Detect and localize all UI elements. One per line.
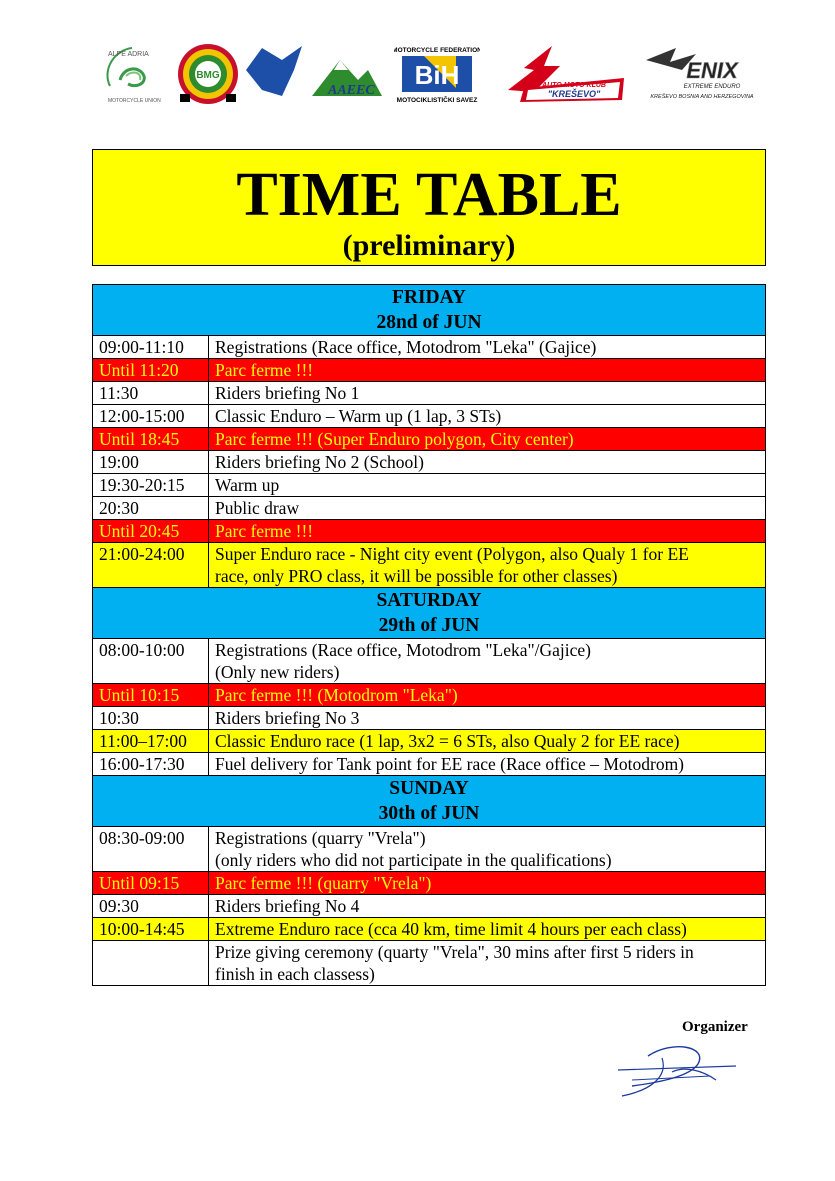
schedule-event-line: Prize giving ceremony (quarty "Vrela", 30 mins after first 5 riders in bbox=[215, 942, 694, 962]
schedule-event-line: Fuel delivery for Tank point for EE race (Race office – Motodrom) bbox=[215, 754, 685, 774]
schedule-row bbox=[93, 451, 766, 474]
day-date: 28nd of JUN bbox=[376, 312, 482, 333]
schedule-event-line: (Only new riders) bbox=[215, 662, 340, 682]
schedule-row bbox=[93, 827, 766, 872]
schedule-event bbox=[209, 895, 766, 918]
schedule-time: 08:00-10:00 bbox=[93, 639, 209, 684]
bih-text: BiH bbox=[414, 60, 460, 90]
schedule-time: 10:30 bbox=[93, 707, 209, 730]
bih-bottom-text: MOTOCIKLISTIČKI SAVEZ bbox=[396, 97, 478, 104]
schedule-event bbox=[209, 497, 766, 520]
schedule-row bbox=[93, 872, 766, 895]
schedule-time: 12:00-15:00 bbox=[93, 405, 209, 428]
schedule-row bbox=[93, 382, 766, 405]
schedule-event bbox=[209, 382, 766, 405]
day-date: 30th of JUN bbox=[378, 803, 480, 824]
day-header-cell bbox=[93, 776, 766, 827]
schedule-row bbox=[93, 918, 766, 941]
schedule-row bbox=[93, 941, 766, 986]
schedule-event bbox=[209, 639, 766, 684]
schedule-event-line: Parc ferme !!! (Motodrom "Leka") bbox=[215, 685, 458, 705]
schedule-event-line: Classic Enduro race (1 lap, 3x2 = 6 STs, also Qualy 2 for EE race) bbox=[215, 731, 680, 751]
schedule-row bbox=[93, 405, 766, 428]
schedule-row bbox=[93, 336, 766, 359]
enix-logo bbox=[636, 40, 762, 106]
schedule-row bbox=[93, 428, 766, 451]
schedule-time: Until 10:15 bbox=[93, 684, 209, 707]
schedule-event-line: Parc ferme !!! bbox=[215, 521, 314, 541]
schedule-event bbox=[209, 336, 766, 359]
schedule-time: 09:30 bbox=[93, 895, 209, 918]
schedule-event-line: Public draw bbox=[215, 498, 300, 518]
schedule-event-line: Warm up bbox=[215, 475, 280, 495]
day-header-sunday bbox=[93, 776, 766, 827]
schedule-time: 19:30-20:15 bbox=[93, 474, 209, 497]
schedule-event-line: Riders briefing No 2 (School) bbox=[215, 452, 424, 472]
schedule-event-line: Registrations (Race office, Motodrom "Leka" (Gajice) bbox=[215, 337, 597, 357]
schedule-row bbox=[93, 497, 766, 520]
amk-kresevo-logo bbox=[504, 40, 630, 106]
schedule-time: 08:30-09:00 bbox=[93, 827, 209, 872]
schedule-event-line: Parc ferme !!! bbox=[215, 360, 314, 380]
schedule-row bbox=[93, 730, 766, 753]
bih-top-text: MOTORCYCLE FEDERATION bbox=[394, 47, 480, 54]
schedule-event bbox=[209, 872, 766, 895]
schedule-event-line: Registrations (quarry "Vrela") bbox=[215, 828, 426, 848]
schedule-event bbox=[209, 684, 766, 707]
schedule-event bbox=[209, 520, 766, 543]
page-subtitle: (preliminary) bbox=[342, 229, 516, 262]
schedule-event-line: race, only PRO class, it will be possible for other classes) bbox=[215, 566, 618, 586]
day-date: 29th of JUN bbox=[378, 615, 480, 636]
schedule-event-line: Riders briefing No 3 bbox=[215, 708, 360, 728]
schedule-event-line: (only riders who did not participate in the qualifications) bbox=[215, 850, 612, 870]
bmg-text: BMG bbox=[196, 70, 220, 81]
day-header-cell bbox=[93, 588, 766, 639]
schedule-event bbox=[209, 405, 766, 428]
organizer-signature bbox=[612, 1036, 742, 1105]
schedule-row bbox=[93, 474, 766, 497]
schedule-event bbox=[209, 827, 766, 872]
schedule-row bbox=[93, 707, 766, 730]
enix-sub-text: EXTREME ENDURO bbox=[683, 84, 741, 90]
alpe-adria-logo bbox=[96, 40, 168, 106]
schedule-time: 21:00-24:00 bbox=[93, 543, 209, 588]
schedule-row bbox=[93, 639, 766, 684]
schedule-row bbox=[93, 895, 766, 918]
page-title: TIME TABLE bbox=[236, 161, 622, 229]
schedule-time: Until 09:15 bbox=[93, 872, 209, 895]
day-name: SATURDAY bbox=[376, 590, 482, 611]
schedule-row bbox=[93, 684, 766, 707]
schedule-time: 10:00-14:45 bbox=[93, 918, 209, 941]
enix-text: ENIX bbox=[686, 58, 738, 83]
schedule-row bbox=[93, 543, 766, 588]
schedule-event-line: Registrations (Race office, Motodrom "Leka"/Gajice) bbox=[215, 640, 591, 660]
schedule-event bbox=[209, 918, 766, 941]
schedule-row bbox=[93, 520, 766, 543]
schedule-row bbox=[93, 359, 766, 382]
timetable bbox=[92, 284, 766, 986]
schedule-event bbox=[209, 451, 766, 474]
schedule-time: 09:00-11:10 bbox=[93, 336, 209, 359]
bih-federation-logo bbox=[394, 40, 480, 106]
schedule-event bbox=[209, 753, 766, 776]
schedule-event-line: Classic Enduro – Warm up (1 lap, 3 STs) bbox=[215, 406, 502, 426]
schedule-time: 11:30 bbox=[93, 382, 209, 405]
title-box bbox=[92, 149, 766, 266]
amk-name-text: "KREŠEVO" bbox=[547, 89, 601, 99]
schedule-event bbox=[209, 730, 766, 753]
enix-location-text: KREŠEVO BOSNIA AND HERZEGOVINA bbox=[650, 94, 754, 100]
schedule-event bbox=[209, 474, 766, 497]
logo-row bbox=[92, 40, 772, 106]
schedule-time: 11:00–17:00 bbox=[93, 730, 209, 753]
schedule-time: 19:00 bbox=[93, 451, 209, 474]
schedule-time: 16:00-17:30 bbox=[93, 753, 209, 776]
aaeec-logo bbox=[242, 40, 384, 106]
alpe-adria-text: ALPE ADRIA bbox=[108, 51, 149, 58]
day-header-saturday bbox=[93, 588, 766, 639]
schedule-time: Until 18:45 bbox=[93, 428, 209, 451]
schedule-row bbox=[93, 753, 766, 776]
schedule-time: Until 11:20 bbox=[93, 359, 209, 382]
schedule-event bbox=[209, 707, 766, 730]
schedule-event bbox=[209, 941, 766, 986]
schedule-time bbox=[93, 941, 209, 986]
schedule-event-line: finish in each classess) bbox=[215, 964, 375, 984]
schedule-event bbox=[209, 428, 766, 451]
schedule-time: 20:30 bbox=[93, 497, 209, 520]
schedule-event-line: Riders briefing No 4 bbox=[215, 896, 360, 916]
alpe-adria-subtext: MOTORCYCLE UNION bbox=[108, 98, 161, 104]
schedule-event-line: Parc ferme !!! (quarry "Vrela") bbox=[215, 873, 432, 893]
schedule-event-line: Parc ferme !!! (Super Enduro polygon, City center) bbox=[215, 429, 574, 449]
bmg-logo bbox=[172, 40, 244, 106]
schedule-event-line: Extreme Enduro race (cca 40 km, time limit 4 hours per each class) bbox=[215, 919, 687, 939]
schedule-time: Until 20:45 bbox=[93, 520, 209, 543]
day-header-cell bbox=[93, 285, 766, 336]
amk-text: AUTO MOTO KLUB bbox=[542, 82, 606, 89]
aaeec-text: AAEEC bbox=[328, 83, 375, 98]
schedule-event-line: Riders briefing No 1 bbox=[215, 383, 360, 403]
schedule-event-line: Super Enduro race - Night city event (Polygon, also Qualy 1 for EE bbox=[215, 544, 689, 564]
schedule-event bbox=[209, 359, 766, 382]
day-name: SUNDAY bbox=[389, 778, 469, 799]
day-header-friday bbox=[93, 285, 766, 336]
schedule-event bbox=[209, 543, 766, 588]
organizer-label: Organizer bbox=[682, 1019, 748, 1035]
day-name: FRIDAY bbox=[391, 287, 467, 308]
